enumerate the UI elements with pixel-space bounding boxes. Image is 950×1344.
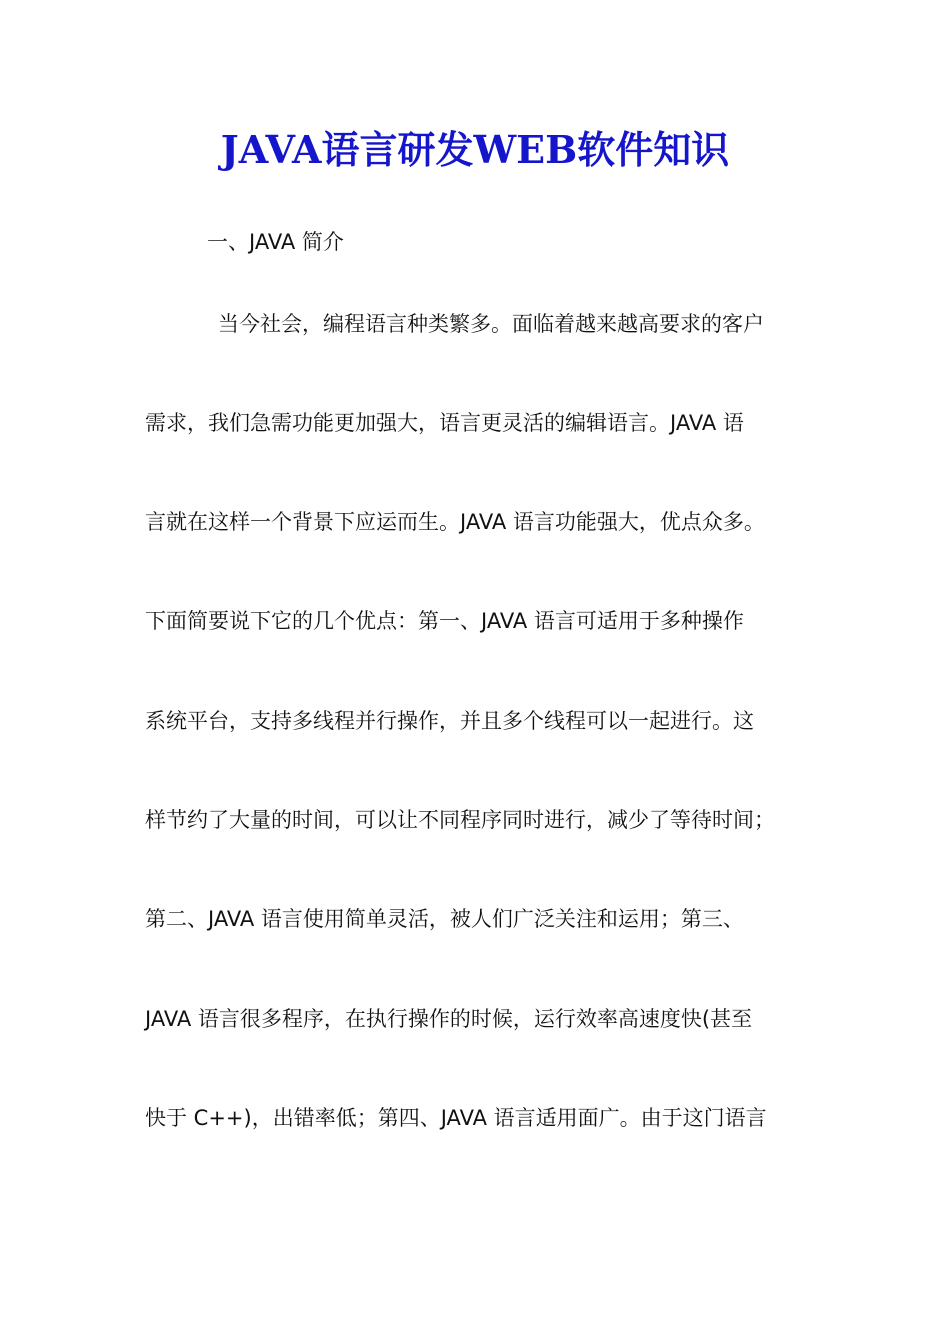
paragraph-line: 第二、JAVA 语言使用简单灵活，被人们广泛关注和运用；第三、 — [145, 907, 744, 931]
paragraph-line: 快于 C++)，出错率低；第四、JAVA 语言适用面广。由于这门语言 — [145, 1106, 767, 1130]
document-title: JAVA语言研发WEB软件知识 — [220, 127, 730, 172]
paragraph-line: 言就在这样一个背景下应运而生。JAVA 语言功能强大，优点众多。 — [145, 510, 765, 534]
section-heading: 一、JAVA 简介 — [207, 230, 344, 254]
paragraph-line: 系统平台，支持多线程并行操作，并且多个线程可以一起进行。这 — [145, 709, 754, 733]
paragraph-line: 样节约了大量的时间，可以让不同程序同时进行，减少了等待时间； — [145, 808, 775, 832]
paragraph-line: 需求，我们急需功能更加强大，语言更灵活的编辑语言。JAVA 语 — [145, 411, 744, 435]
paragraph-line: JAVA 语言很多程序，在执行操作的时候，运行效率高速度快(甚至 — [145, 1007, 753, 1031]
paragraph-line: 下面简要说下它的几个优点：第一、JAVA 语言可适用于多种操作 — [145, 609, 744, 633]
paragraph-line: 当今社会，编程语言种类繁多。面临着越来越高要求的客户 — [218, 312, 764, 336]
